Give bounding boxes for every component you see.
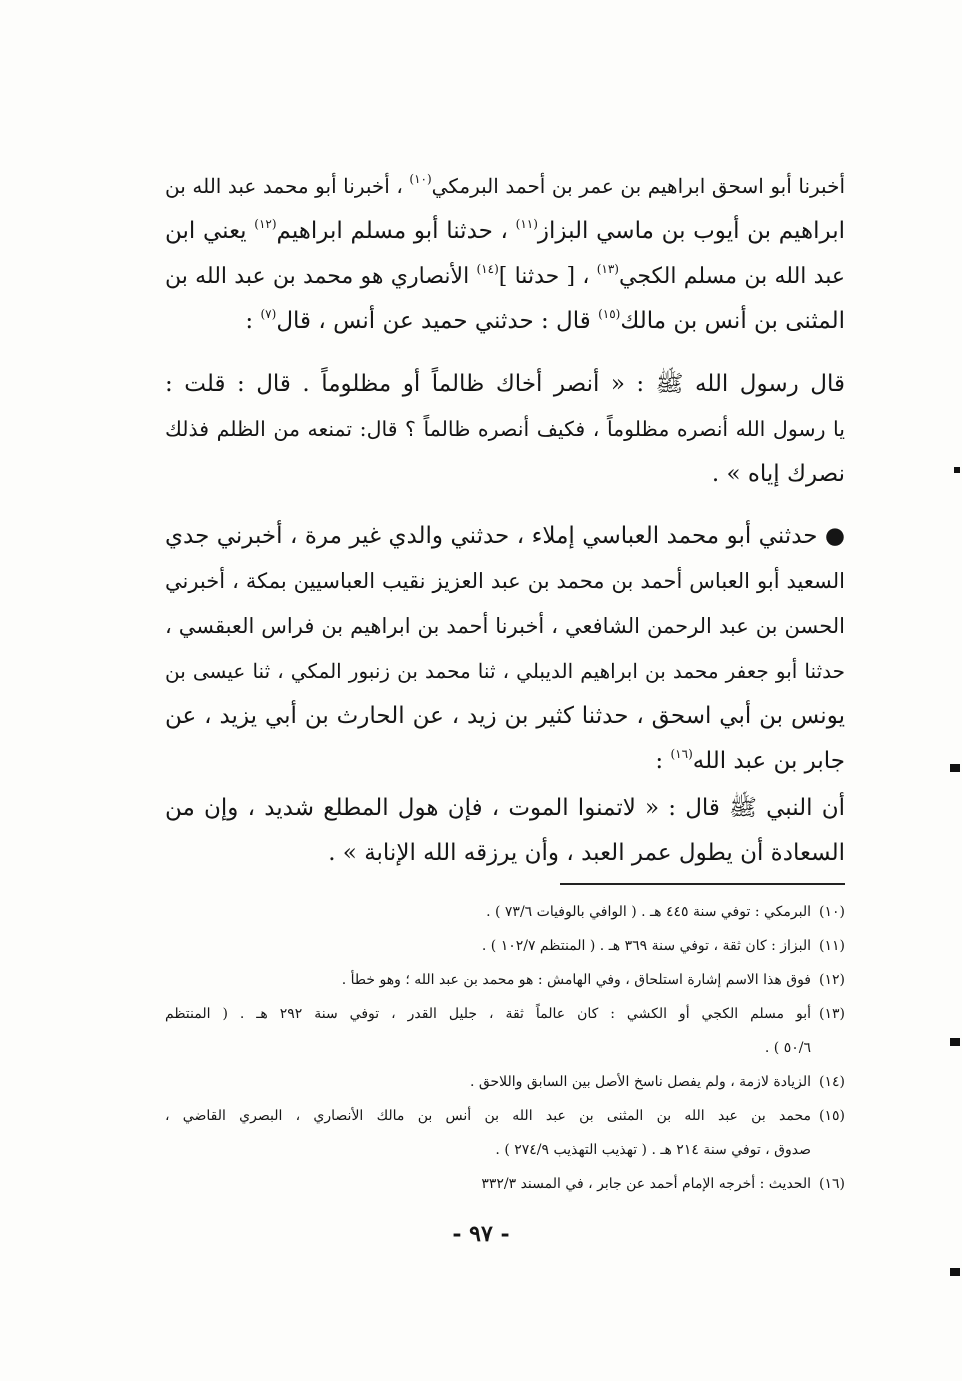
page-number: - ٩٧ - [452, 1221, 510, 1247]
hadith-paragraph-2 [165, 786, 845, 876]
footnote-text: البزاز : كان ثقة ، توفي سنة ٣٦٩ هـ . ( المنتظم ١٠٢/٧ ) . [481, 938, 811, 954]
footnote [165, 1065, 845, 1099]
footnote-number: (١٠) [819, 904, 845, 920]
footnote-ref: (٧) [260, 307, 277, 321]
text-line: عبد الله بن مسلم الكجي$^{(١٣)}$ ، [ حدثنا ]$^{(١٤)}$ الأنصاري هو محمد بن عبد الله بن [165, 262, 845, 289]
footnote-continuation: صدوق ، توفي سنة ٢١٤ هـ . ( تهذيب التهذيب ٢٧٤/٩ ) . [495, 1142, 811, 1158]
text-line: ابراهيم بن أيوب بن ماسي البزاز$^{(١١)}$ ، حدثنا أبو مسلم ابراهيم$^{(١٢)}$ يعني ابن [165, 217, 845, 244]
text-line: السعيد أبو العباس أحمد بن محمد بن عبد العزيز نقيب العباسيين بمكة ، أخبرني [165, 569, 845, 593]
scan-edge-mark [950, 764, 960, 772]
scan-edge-mark [950, 1268, 960, 1276]
scan-edge-mark [950, 1038, 960, 1046]
footnote [165, 997, 845, 1031]
isnad-paragraph-1 [165, 164, 845, 344]
footnote-number: (١٤) [819, 1074, 845, 1090]
footnotes [165, 895, 845, 1201]
isnad-paragraph-2 [165, 514, 845, 784]
footnote-ref: (١١) [515, 217, 538, 231]
footnote [165, 1099, 845, 1133]
text-line: السعادة أن يطول عمر العبد ، وأن يرزقه الله الإنابة » . [328, 840, 845, 866]
footnote-ref: (١٠) [409, 172, 432, 186]
footnote [165, 895, 845, 929]
footnote-continuation: ٥٠/٦ ) . [764, 1040, 811, 1056]
text-line: حدثنا أبو جعفر محمد بن ابراهيم الديبلي ، ثنا محمد بن زنبور المكي ، ثنا عيسى بن [165, 659, 845, 683]
footnote-text: الحديث : أخرجه الإمام أحمد عن جابر ، في المسند ٣٣٢/٣ [481, 1176, 811, 1192]
text-line: نصرك إياه » . [711, 461, 845, 487]
footnote [165, 1167, 845, 1201]
footnote-ref: (١٤) [476, 262, 499, 276]
footnote [165, 963, 845, 997]
text-line: الحسن بن عبد الرحمن الشافعي ، أخبرنا أحمد بن ابراهيم بن فراس العبقسي ، [165, 614, 845, 638]
text-line: المثنى بن أنس بن مالك$^{(١٥)}$ قال : حدثني حميد عن أنس ، قال$^{(٧)}$ : [245, 307, 845, 334]
footnote-number: (١٥) [819, 1108, 845, 1124]
text-line: أخبرنا أبو اسحق ابراهيم بن عمر بن أحمد البرمكي$^{(١٠)}$ ، أخبرنا أبو محمد عبد الله بن [165, 172, 845, 198]
footnote-separator [560, 883, 845, 885]
hadith-paragraph-1 [165, 362, 845, 497]
footnote-text: البرمكي : توفي سنة ٤٤٥ هـ . ( الوافي بالوفيات ٧٣/٦ ) . [486, 904, 811, 920]
text-line: يا رسول الله أنصره مظلوماً ، فكيف أنصره ظالماً ؟ قال: تمنعه من الظلم فذلك [165, 417, 845, 441]
scan-edge-mark [954, 467, 960, 473]
footnote-text: الزيادة لازمة ، ولم يفصل ناسخ الأصل بين السابق واللاحق . [469, 1074, 811, 1090]
footnote-text: أبو مسلم الكجي أو الكشي : كان عالماً ثقة ، جليل القدر ، توفي سنة ٢٩٢ هـ . ( المنتظم [165, 1006, 812, 1022]
footnote-text: محمد بن عبد الله بن المثنى بن عبد الله بن أنس بن مالك الأنصاري ، البصري القاضي ، [165, 1108, 811, 1124]
text-line: قال رسول الله ﷺ : « أنصر أخاك ظالماً أو مظلوماً . قال : قلت : [165, 371, 845, 397]
footnote-text: فوق هذا الاسم إشارة استلحاق ، وفي الهامش : هو محمد بن عبد الله ؛ وهو خطأ . [341, 972, 811, 988]
text-line: جابر بن عبد الله$^{(١٦)}$ : [655, 747, 845, 774]
text-line: أن النبي ﷺ قال : « لاتمنوا الموت ، فإن هول المطلع شديد ، وإن من [165, 795, 845, 821]
footnote-ref: (١٦) [670, 747, 693, 761]
footnote-ref: (١٢) [254, 217, 277, 231]
footnote-number: (١١) [819, 938, 845, 954]
footnote-number: (١٦) [819, 1176, 845, 1192]
footnote [165, 929, 845, 963]
footnote-ref: (١٣) [596, 262, 619, 276]
footnote-number: (١٣) [819, 1006, 845, 1022]
footnote-ref: (١٥) [598, 307, 621, 321]
text-line: يونس بن أبي اسحق ، حدثنا كثير بن زيد ، عن الحارث بن أبي يزيد ، عن [165, 703, 845, 729]
footnote-number: (١٢) [819, 972, 845, 988]
text-line: ● حدثني أبو محمد العباسي إملاء ، حدثني والدي غير مرة ، أخبرني جدي [165, 523, 845, 549]
